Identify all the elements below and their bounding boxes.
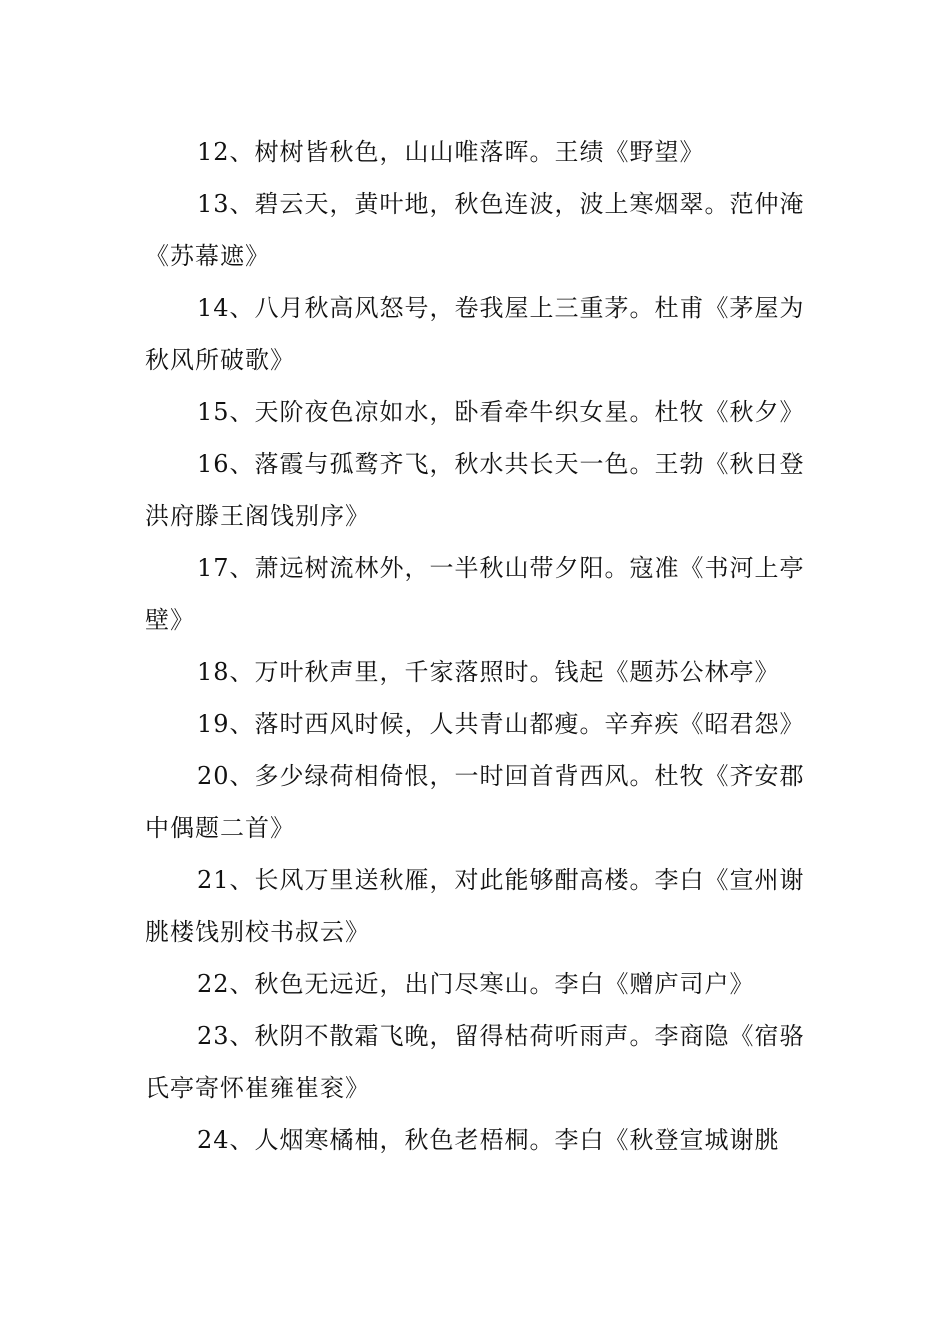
list-item: 24、人烟寒橘柚，秋色老梧桐。李白《秋登宣城谢朓 <box>197 1126 780 1154</box>
list-item: 21、长风万里送秋雁，对此能够酣高楼。李白《宣州谢朓楼饯别校书叔云》 <box>145 866 805 946</box>
list-item: 15、天阶夜色凉如水，卧看牵牛织女星。杜牧《秋夕》 <box>197 398 805 426</box>
list-item: 23、秋阴不散霜飞晚，留得枯荷听雨声。李商隐《宿骆氏亭寄怀崔雍崔衮》 <box>145 1022 805 1102</box>
list-item: 17、萧远树流林外，一半秋山带夕阳。寇准《书河上亭壁》 <box>145 554 805 634</box>
list-item: 13、碧云天，黄叶地，秋色连波，波上寒烟翠。范仲淹《苏幕遮》 <box>145 190 805 270</box>
list-item: 12、树树皆秋色，山山唯落晖。王绩《野望》 <box>197 138 705 166</box>
list-item: 20、多少绿荷相倚恨，一时回首背西风。杜牧《齐安郡中偶题二首》 <box>145 762 805 842</box>
list-item: 16、落霞与孤鹜齐飞，秋水共长天一色。王勃《秋日登洪府滕王阁饯别序》 <box>145 450 805 530</box>
poem-list <box>145 126 810 1166</box>
list-item: 14、八月秋高风怒号，卷我屋上三重茅。杜甫《茅屋为秋风所破歌》 <box>145 294 805 374</box>
list-item: 22、秋色无远近，出门尽寒山。李白《赠庐司户》 <box>197 970 755 998</box>
list-item: 18、万叶秋声里，千家落照时。钱起《题苏公林亭》 <box>197 658 780 686</box>
list-item: 19、落时西风时候，人共青山都瘦。辛弃疾《昭君怨》 <box>197 710 805 738</box>
